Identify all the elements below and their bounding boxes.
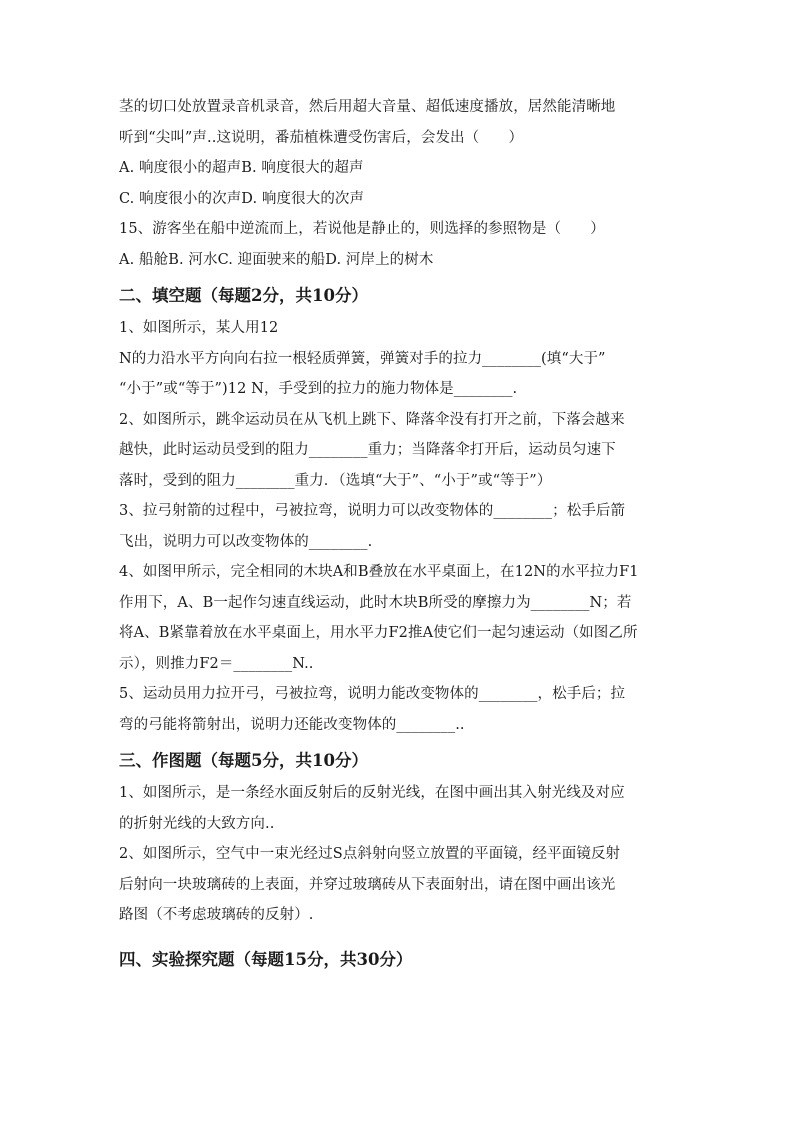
fill-in-questions [119,313,679,740]
text-line: 听到“尖叫”声..这说明，番茄植株遭受伤害后，会发出（ ） [119,129,524,146]
question-14-continued [119,92,679,214]
text-line: N的力沿水平方向向右拉一根轻质弹簧，弹簧对手的拉力________(填“大于” [119,350,606,367]
text-line: 5、运动员用力拉开弓，弓被拉弯，说明力能改变物体的________，松手后；拉 [119,686,626,702]
text-line: 后射向一块玻璃砖的上表面，并穿过玻璃砖从下表面射出，请在图中画出该光 [119,876,616,893]
text-line: 15、游客坐在船中逆流而上，若说他是静止的，则选择的参照物是（ ） [119,221,605,237]
option-line: C. 响度很小的次声D. 响度很大的次声 [119,190,365,207]
text-line: 弯的弓能将箭射出，说明力还能改变物体的________.. [119,716,465,733]
text-line: 路图（不考虑玻璃砖的反射）. [119,907,314,923]
text-line: 1、如图所示，是一条经水面反射后的反射光线，在图中画出其入射光线及对应 [119,785,625,801]
question-15 [119,214,679,275]
text-line: 作用下，A、B一起作匀速直线运动，此时木块B所受的摩擦力为________N；若 [119,594,632,611]
text-line: 2、如图所示，空气中一束光经过S点斜射向竖立放置的平面镜，经平面镜反射 [119,846,621,862]
document-page [119,92,679,977]
text-line: 将A、B紧靠着放在水平桌面上，用水平力F2推A使它们一起匀速运动（如图乙所 [119,625,638,641]
text-line: 4、如图甲所示，完全相同的木块A和B叠放在水平桌面上，在12N的水平拉力F1 [119,564,639,580]
text-line: 茎的切口处放置录音机录音，然后用超大音量、超低速度播放，居然能清晰地 [119,99,616,115]
text-line: 3、拉弓射箭的过程中，弓被拉弯，说明力可以改变物体的________；松手后箭 [119,503,626,519]
text-line: “小于”或“等于”)12 N，手受到的拉力的施力物体是________. [119,381,518,397]
text-line: 示），则推力F2＝________N.. [119,655,314,672]
section-heading-experiment: 四、实验探究题（每题15分，共30分） [119,949,413,969]
text-line: 的折射光线的大致方向.. [119,815,275,832]
section-heading-drawing: 三、作图题（每题5分，共10分） [119,751,368,770]
text-line: 1、如图所示，某人用12 [119,320,279,336]
text-line: 落时，受到的阻力________重力．（选填“大于”、“小于”或“等于”） [119,472,552,489]
text-line: 2、如图所示，跳伞运动员在从飞机上跳下、降落伞没有打开之前，下落会越来 [119,411,625,428]
section-heading-fill-in: 二、填空题（每题2分，共10分） [119,286,368,305]
drawing-questions [119,778,679,931]
option-line: A. 船舱B. 河水C. 迎面驶来的船D. 河岸上的树木 [119,251,434,268]
option-line: A. 响度很小的超声B. 响度很大的超声 [119,160,364,176]
text-line: 越快，此时运动员受到的阻力________重力；当降落伞打开后，运动员匀速下 [119,442,616,458]
text-line: 飞出，说明力可以改变物体的________. [119,533,373,550]
